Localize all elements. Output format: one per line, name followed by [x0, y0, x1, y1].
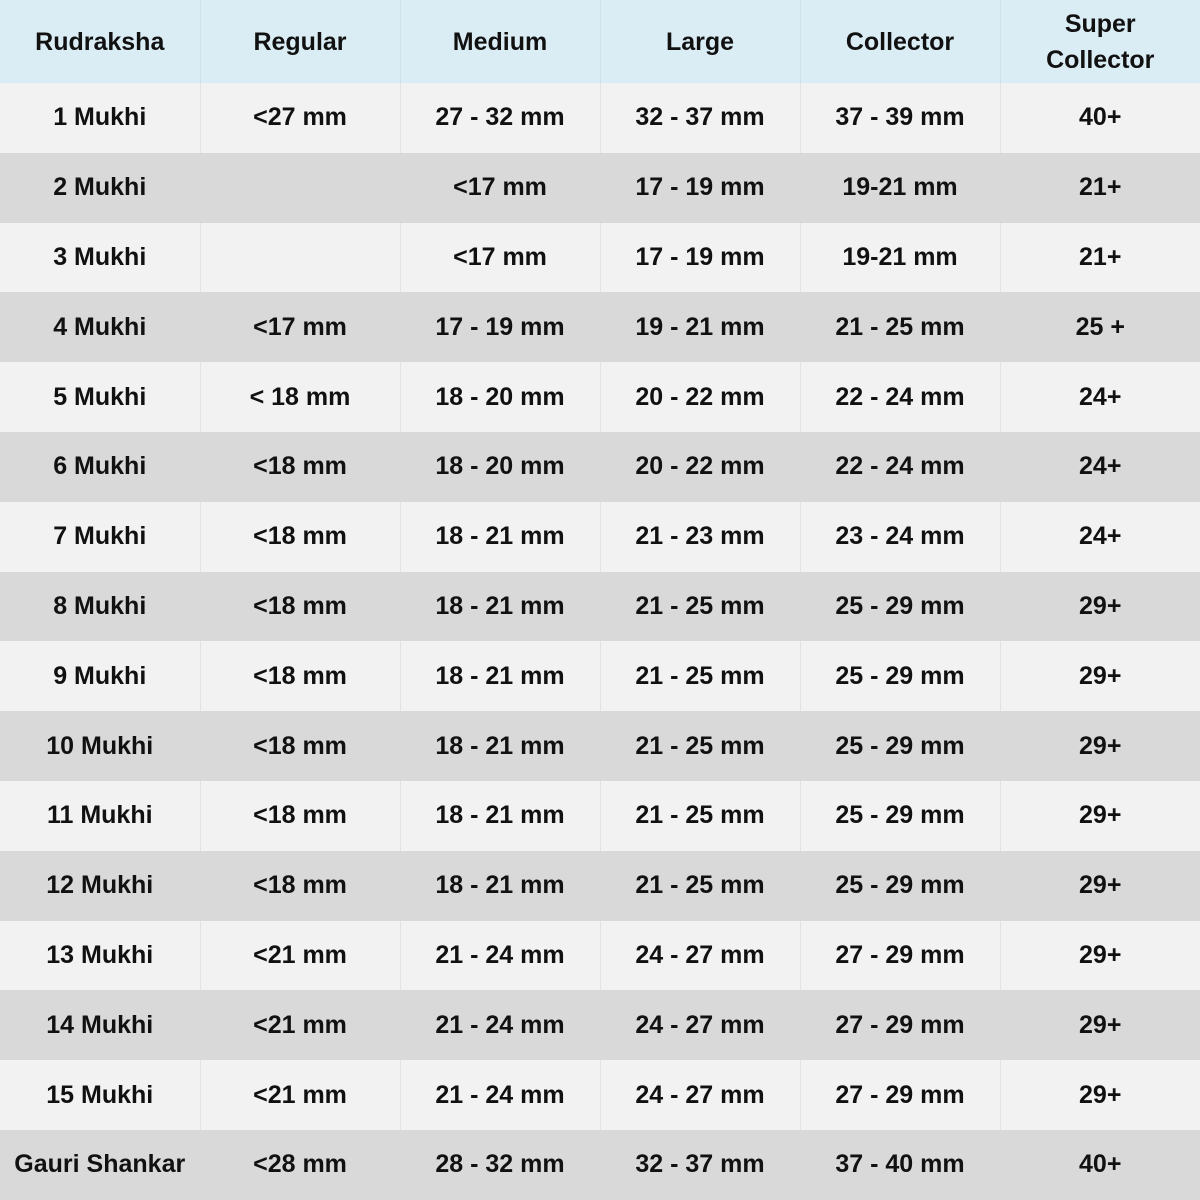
table-row — [0, 502, 1200, 572]
table-row — [0, 362, 1200, 432]
size-cell: 21 - 25 mm — [600, 572, 800, 642]
size-cell: 19-21 mm — [800, 223, 1000, 293]
size-cell: <17 mm — [200, 292, 400, 362]
size-cell: 21 - 25 mm — [800, 292, 1000, 362]
size-cell: 24 - 27 mm — [600, 1060, 800, 1130]
rudraksha-name-cell: 2 Mukhi — [0, 153, 200, 223]
column-header-label: Medium — [452, 27, 548, 56]
table-row — [0, 292, 1200, 362]
size-cell: 40+ — [1000, 1130, 1200, 1200]
column-header — [800, 0, 1000, 83]
size-cell: 24 - 27 mm — [600, 921, 800, 991]
table-row — [0, 1060, 1200, 1130]
size-cell: 21 - 25 mm — [600, 641, 800, 711]
size-cell: 21 - 25 mm — [600, 851, 800, 921]
size-cell: 29+ — [1000, 711, 1200, 781]
column-header — [0, 0, 200, 83]
size-cell: 17 - 19 mm — [400, 292, 600, 362]
size-cell: 18 - 21 mm — [400, 711, 600, 781]
size-cell: 17 - 19 mm — [600, 153, 800, 223]
size-cell: 21 - 24 mm — [400, 990, 600, 1060]
size-cell: 18 - 21 mm — [400, 641, 600, 711]
size-cell: 29+ — [1000, 990, 1200, 1060]
size-cell: 25 - 29 mm — [800, 641, 1000, 711]
table-row — [0, 641, 1200, 711]
size-cell: 19 - 21 mm — [600, 292, 800, 362]
header-row — [0, 0, 1200, 83]
size-cell: 40+ — [1000, 83, 1200, 153]
size-cell: <21 mm — [200, 1060, 400, 1130]
table-row — [0, 1130, 1200, 1200]
size-cell: <18 mm — [200, 851, 400, 921]
size-cell: 32 - 37 mm — [600, 1130, 800, 1200]
rudraksha-name-cell: 4 Mukhi — [0, 292, 200, 362]
table-row — [0, 990, 1200, 1060]
table-row — [0, 83, 1200, 153]
rudraksha-name-cell: 5 Mukhi — [0, 362, 200, 432]
size-cell: <27 mm — [200, 83, 400, 153]
column-header — [200, 0, 400, 83]
size-cell: 19-21 mm — [800, 153, 1000, 223]
size-cell: 24+ — [1000, 502, 1200, 572]
size-cell: <18 mm — [200, 572, 400, 642]
rudraksha-name-cell: 12 Mukhi — [0, 851, 200, 921]
size-cell: 28 - 32 mm — [400, 1130, 600, 1200]
size-cell: <18 mm — [200, 641, 400, 711]
size-cell: 18 - 21 mm — [400, 572, 600, 642]
column-header-label: Large — [665, 27, 735, 56]
size-cell: 25 - 29 mm — [800, 851, 1000, 921]
rudraksha-name-cell: 14 Mukhi — [0, 990, 200, 1060]
rudraksha-name-cell: 15 Mukhi — [0, 1060, 200, 1130]
size-cell: <17 mm — [400, 223, 600, 293]
table-row — [0, 572, 1200, 642]
size-cell: <21 mm — [200, 990, 400, 1060]
column-header-label: Collector — [845, 27, 955, 56]
rudraksha-name-cell: 11 Mukhi — [0, 781, 200, 851]
size-cell: 27 - 29 mm — [800, 990, 1000, 1060]
table-body — [0, 83, 1200, 1200]
rudraksha-name-cell: 1 Mukhi — [0, 83, 200, 153]
size-cell: 23 - 24 mm — [800, 502, 1000, 572]
table-row — [0, 711, 1200, 781]
size-cell: 29+ — [1000, 1060, 1200, 1130]
size-cell: 24+ — [1000, 432, 1200, 502]
size-cell: <21 mm — [200, 921, 400, 991]
size-cell — [200, 153, 400, 223]
size-cell: 25 - 29 mm — [800, 572, 1000, 642]
rudraksha-name-cell: 9 Mukhi — [0, 641, 200, 711]
size-cell: 21+ — [1000, 223, 1200, 293]
size-cell: <18 mm — [200, 432, 400, 502]
column-header — [400, 0, 600, 83]
size-cell: 18 - 21 mm — [400, 781, 600, 851]
size-cell: 25 - 29 mm — [800, 711, 1000, 781]
size-cell: 27 - 29 mm — [800, 921, 1000, 991]
table-row — [0, 921, 1200, 991]
size-cell: 29+ — [1000, 781, 1200, 851]
column-header — [600, 0, 800, 83]
size-cell: 25 - 29 mm — [800, 781, 1000, 851]
size-cell: 21 - 23 mm — [600, 502, 800, 572]
size-cell: <18 mm — [200, 502, 400, 572]
size-cell: 22 - 24 mm — [800, 362, 1000, 432]
size-cell: 25 + — [1000, 292, 1200, 362]
size-cell: 24 - 27 mm — [600, 990, 800, 1060]
size-cell: 18 - 20 mm — [400, 362, 600, 432]
size-cell: 21+ — [1000, 153, 1200, 223]
table-row — [0, 223, 1200, 293]
size-cell: 27 - 32 mm — [400, 83, 600, 153]
size-cell: 18 - 21 mm — [400, 851, 600, 921]
rudraksha-name-cell: 6 Mukhi — [0, 432, 200, 502]
rudraksha-name-cell: 3 Mukhi — [0, 223, 200, 293]
size-cell: 20 - 22 mm — [600, 362, 800, 432]
size-cell: < 18 mm — [200, 362, 400, 432]
column-header-label: Regular — [253, 27, 347, 56]
size-cell: 22 - 24 mm — [800, 432, 1000, 502]
size-cell: 21 - 25 mm — [600, 711, 800, 781]
size-cell: 37 - 40 mm — [800, 1130, 1000, 1200]
rudraksha-name-cell: 13 Mukhi — [0, 921, 200, 991]
size-cell: <18 mm — [200, 711, 400, 781]
size-cell: 29+ — [1000, 641, 1200, 711]
size-cell: 21 - 25 mm — [600, 781, 800, 851]
size-cell: 37 - 39 mm — [800, 83, 1000, 153]
size-cell: 29+ — [1000, 851, 1200, 921]
column-header-label: Rudraksha — [35, 27, 165, 56]
size-cell: <17 mm — [400, 153, 600, 223]
table-row — [0, 153, 1200, 223]
rudraksha-name-cell: Gauri Shankar — [0, 1130, 200, 1200]
column-header-label: Super Collector — [1046, 9, 1155, 74]
table-row — [0, 781, 1200, 851]
size-cell: 18 - 21 mm — [400, 502, 600, 572]
table-row — [0, 851, 1200, 921]
size-cell: 17 - 19 mm — [600, 223, 800, 293]
table-row — [0, 432, 1200, 502]
size-cell: 20 - 22 mm — [600, 432, 800, 502]
rudraksha-name-cell: 7 Mukhi — [0, 502, 200, 572]
rudraksha-name-cell: 8 Mukhi — [0, 572, 200, 642]
size-cell: 29+ — [1000, 572, 1200, 642]
column-header — [1000, 0, 1200, 83]
size-cell: 29+ — [1000, 921, 1200, 991]
size-cell: 24+ — [1000, 362, 1200, 432]
size-cell: <18 mm — [200, 781, 400, 851]
rudraksha-name-cell: 10 Mukhi — [0, 711, 200, 781]
table-header — [0, 0, 1200, 83]
size-cell: 18 - 20 mm — [400, 432, 600, 502]
size-cell: <28 mm — [200, 1130, 400, 1200]
size-cell — [200, 223, 400, 293]
size-cell: 27 - 29 mm — [800, 1060, 1000, 1130]
size-cell: 21 - 24 mm — [400, 921, 600, 991]
size-cell: 21 - 24 mm — [400, 1060, 600, 1130]
size-cell: 32 - 37 mm — [600, 83, 800, 153]
